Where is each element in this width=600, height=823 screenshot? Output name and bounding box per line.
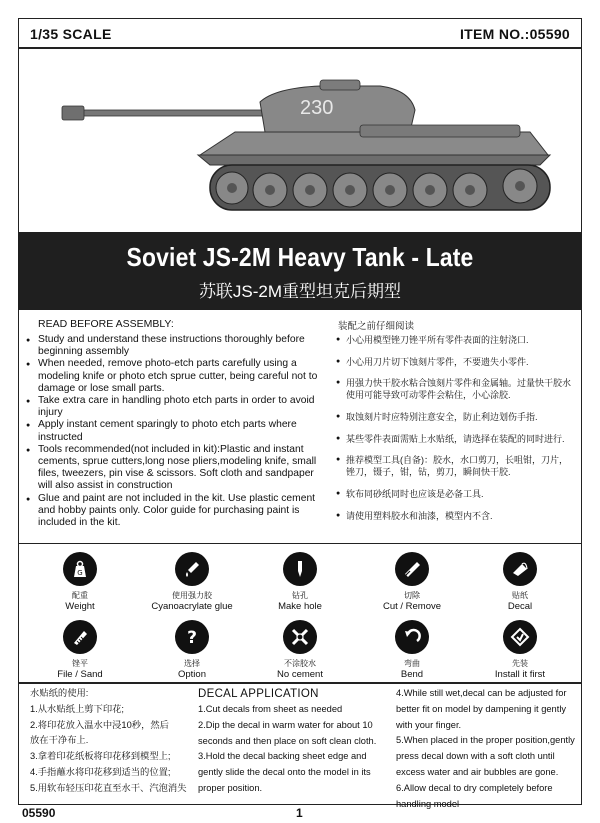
- legend-divider: [18, 682, 582, 684]
- svg-text:?: ?: [187, 628, 197, 647]
- read-before-heading-zh: 装配之前仔细阅读: [338, 321, 415, 332]
- list-item: ● 某些零件表面需贴上水贴纸，请选择在装配的同时进行.: [336, 433, 576, 445]
- header-divider: [18, 47, 582, 49]
- decal-icon: [503, 552, 537, 586]
- no-cement-icon: [283, 620, 317, 654]
- legend-file: 锉平 File / Sand: [30, 620, 130, 680]
- legend-weight: G 配重 Weight: [30, 552, 130, 612]
- list-item: 3.Hold the decal backing sheet edge and gently slide the decal onto the model in its proper position.: [198, 751, 371, 793]
- list-item: ● When needed, remove photo-etch parts carefully using a modeling knife or photo etch sprue cutter, being careful not to damage or lose small parts.: [26, 358, 331, 395]
- legend-no-cement: 不涂胶水 No cement: [250, 620, 350, 680]
- bend-icon: [395, 620, 429, 654]
- legend-decal: 贴纸 Decal: [470, 552, 570, 612]
- footer-code: 05590: [22, 806, 56, 820]
- list-item: 5.用软布轻压印花直至水干、汽泡消失: [30, 782, 187, 793]
- list-item: ● 小心用模型锉刀锉平所有零件表面的注射浇口.: [336, 334, 576, 346]
- title-band: [18, 232, 582, 310]
- question-icon: [175, 620, 209, 654]
- legend-glue: 使用强力胶 Cyanoacrylate glue: [142, 552, 242, 612]
- list-item: 放在干净布上.: [30, 735, 89, 746]
- decal-instructions-en: [198, 686, 390, 797]
- install-first-icon: [503, 620, 537, 654]
- title-english: Soviet JS-2M Heavy Tank - Late: [126, 242, 474, 272]
- read-before-list-zh: [336, 334, 576, 532]
- decal-heading-zh: 水贴纸的使用:: [30, 688, 89, 698]
- list-item: 4.While still wet,decal can be adjusted for better fit on model by dampening it gently with your finger.: [396, 688, 567, 730]
- legend-cut: 切除 Cut / Remove: [362, 552, 462, 612]
- list-item: 3.拿着印花纸板将印花移到模型上;: [30, 751, 171, 762]
- list-item: 5.When placed in the proper position,gently press decal down with a soft cloth until excess water and air bubbles are gone.: [396, 735, 575, 777]
- list-item: ● Study and understand these instructions thoroughly before beginning assembly: [26, 334, 331, 358]
- list-item: 2.Dip the decal in warm water for about 10 seconds and then place on soft clean cloth.: [198, 719, 377, 746]
- read-before-heading: READ BEFORE ASSEMBLY:: [38, 318, 174, 330]
- list-item: ● Take extra care in handling photo etch parts in order to avoid injury: [26, 395, 331, 419]
- decal-instructions-en-cont: [396, 686, 576, 812]
- legend-option: ? 选择 Option: [142, 620, 242, 680]
- glue-icon: [175, 552, 209, 586]
- list-item: ● 用强力快干胶水粘合蚀刻片零件和金属轴。过量快干胶水使用可能导致可动零件会粘住，小心涂胶.: [336, 377, 576, 401]
- list-item: ● Tools recommended(not included in kit):Plastic and instant cements, sprue cutters,long nose pliers,modeling knife, small files, tweezers, pin vise & scissors. Soft cloth and sandpaper will also assist in construction: [26, 444, 331, 493]
- decal-instructions-zh: [30, 686, 190, 797]
- list-item: ● 请使用塑料胶水和油漆，模型内不含.: [336, 510, 576, 522]
- list-item: ● Glue and paint are not included in the kit. Use plastic cement and hobby paints only. Color guide for purchasing paint is included in the kit.: [26, 493, 331, 530]
- list-item: ● 软布同砂纸同时也应该是必备工具.: [336, 488, 576, 500]
- file-icon: [63, 620, 97, 654]
- decal-heading: DECAL APPLICATION: [198, 688, 319, 700]
- cut-icon: [395, 552, 429, 586]
- tank-illustration: [60, 70, 560, 220]
- item-number: ITEM NO.:05590: [459, 26, 570, 42]
- legend-install-first: 先装 Install it first: [470, 620, 570, 680]
- weight-icon: [63, 552, 97, 586]
- list-item: ● 推荐模型工具(自备)：胶水，水口剪刀，长咀钳，刀片，锉刀，镊子，钳，钻，剪刀，瞬间快干胶.: [336, 454, 576, 478]
- svg-text:G: G: [77, 569, 83, 577]
- list-item: 2.将印花放入温水中浸10秒，然后: [30, 719, 169, 730]
- page-number: 1: [296, 806, 303, 820]
- list-item: 1.Cut decals from sheet as needed: [198, 704, 343, 714]
- legend-make-hole: 钻孔 Make hole: [250, 552, 350, 612]
- turret-number: 230: [300, 97, 334, 119]
- list-item: ● Apply instant cement sparingly to photo etch parts where instructed: [26, 419, 331, 443]
- list-item: ● 小心用刀片切下蚀刻片零件，不要遗失小零件.: [336, 356, 576, 368]
- title-chinese: 苏联JS-2M重型坦克后期型: [198, 282, 402, 301]
- legend-bend: 弯曲 Bend: [362, 620, 462, 680]
- symbol-legend: [18, 552, 582, 680]
- list-item: 6.Allow decal to dry completely before handling model: [396, 782, 553, 809]
- list-item: 4.手指蘸水将印花移到适当的位置;: [30, 766, 171, 777]
- list-item: 1.从水贴纸上剪下印花;: [30, 703, 125, 714]
- drill-icon: [283, 552, 317, 586]
- read-before-list: [26, 334, 331, 529]
- scale-label: 1/35 SCALE: [30, 26, 112, 42]
- read-before-section: [18, 318, 582, 544]
- list-item: ● 取蚀刻片时应特别注意安全，防止利边划伤手指.: [336, 411, 576, 423]
